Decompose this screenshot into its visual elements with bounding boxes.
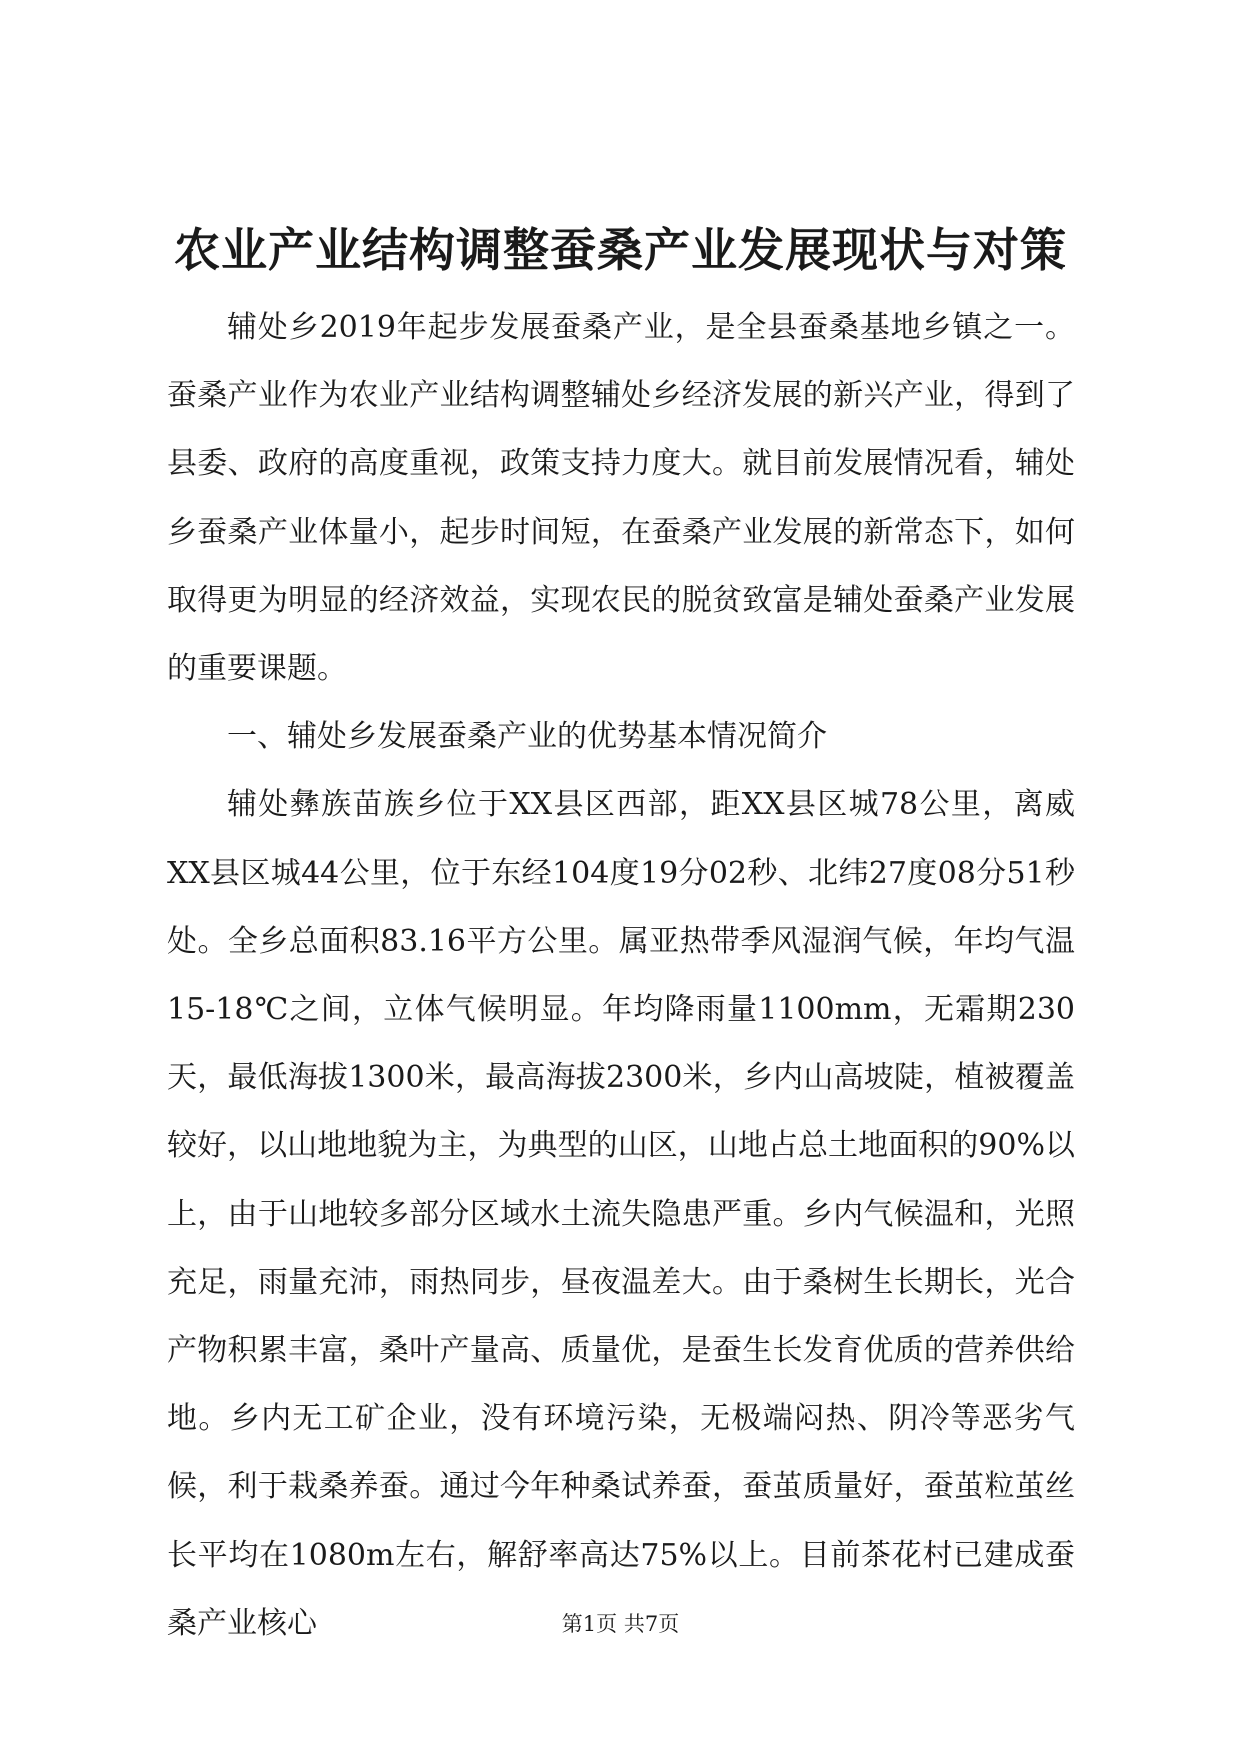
page-number: 第1页 共7页: [561, 1612, 680, 1636]
document-title: 农业产业结构调整蚕桑产业发展现状与对策: [174, 223, 1067, 277]
section-heading: 一、辅处乡发展蚕桑产业的优势基本情况简介: [227, 719, 827, 755]
document-body: [167, 294, 1075, 1658]
paragraph-overview: 辅处彝族苗族乡位于XX县区西部，距XX县区城78公里，离威XX县区城44公里，位于东经104度19分02秒、北纬27度08分51秒处。全乡总面积83.16平方公里。属亚热带季风湿润气候，年均气温15-18℃之间，立体气候明显。年均降雨量1100mm，无霜期230天，最低海拔1300米，最高海拔2300米，乡内山高坡陡，植被覆盖较好，以山地地貌为主，为典型的山区，山地占总土地面积的90%以上，由于山地较多部分区域水土流失隐患严重。乡内气候温和，光照充足，雨量充沛，雨热同步，昼夜温差大。由于桑树生长期长，光合产物积累丰富，桑叶产量高、质量优，是蚕生长发育优质的营养供给地。乡内无工矿企业，没有环境污染，无极端闷热、阴冷等恶劣气候，利于栽桑养蚕。通过今年种桑试养蚕，蚕茧质量好，蚕茧粒茧丝长平均在1080m左右，解舒率高达75%以上。目前茶花村已建成蚕桑产业核心: [167, 787, 1075, 1641]
paragraph-intro: 辅处乡2019年起步发展蚕桑产业，是全县蚕桑基地乡镇之一。蚕桑产业作为农业产业结构调整辅处乡经济发展的新兴产业，得到了县委、政府的高度重视，政策支持力度大。就目前发展情况看，辅处乡蚕桑产业体量小，起步时间短，在蚕桑产业发展的新常态下，如何取得更为明显的经济效益，实现农民的脱贫致富是辅处蚕桑产业发展的重要课题。: [167, 310, 1075, 687]
